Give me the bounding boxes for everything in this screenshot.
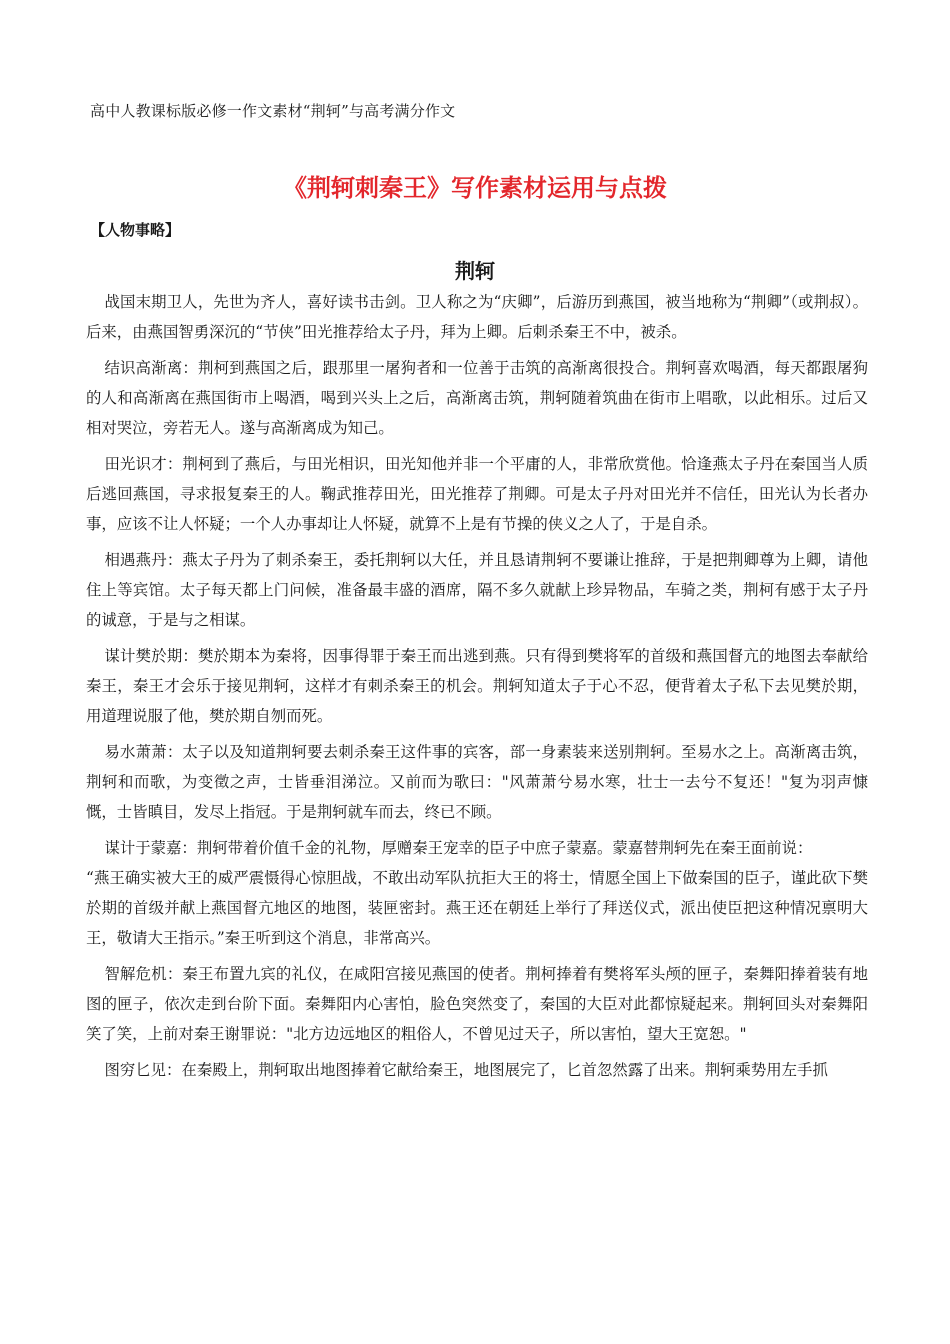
- paragraph-meng-jia: 谋计于蒙嘉：荆轲带着价值千金的礼物，厚赠秦王宠幸的臣子中庶子蒙嘉。蒙嘉替荆轲先在秦王面前说：: [104, 839, 813, 857]
- paragraph-yishui: 易水萧萧：太子以及知道荆轲要去刺杀秦王这件事的宾客，部一身素装来送别荆轲。至易水之上。高渐离击筑，荆轲和而歌，为变徵之声，士皆垂泪涕泣。又前而为歌曰："风萧萧兮易水寒，壮士一去兮不复还！"复为羽声慷慨，士皆瞋目，发尽上指冠。于是荆轲就车而去，终已不顾。: [86, 743, 868, 821]
- section-label: 【人物事略】: [90, 221, 181, 239]
- paragraph-yan-dan: 相遇燕丹：燕太子丹为了刺杀秦王，委托荆轲以大任，并且恳请荆轲不要谦让推辞，于是把荆卿尊为上卿，请他住上等宾馆。太子每天都上门问候，准备最丰盛的酒席，隔不多久就献上珍异物品，车骑之类，荆柯有感于太子丹的诚意，于是与之相谋。: [86, 551, 868, 629]
- paragraph-crisis: 智解危机：秦王布置九宾的礼仪，在咸阳宫接见燕国的使者。荆柯捧着有樊将军头颅的匣子，秦舞阳捧着装有地图的匣子，依次走到台阶下面。秦舞阳内心害怕，脸色突然变了，秦国的大臣对此都惊疑起来。荆轲回头对秦舞阳笑了笑，上前对秦王谢罪说："北方边远地区的粗俗人，不曾见过天子，所以害怕，望大王宽恕。": [86, 965, 868, 1043]
- paragraph-intro: 战国末期卫人，先世为齐人，喜好读书击剑。卫人称之为“庆卿”，后游历到燕国，被当地称为“荆卿”（或荆叔）。后来，由燕国智勇深沉的“节侠”田光推荐给太子丹，拜为上卿。后刺杀秦王不中，被杀。: [86, 293, 868, 341]
- paragraph-dagger: 图穷匕见：在秦殿上，荆轲取出地图捧着它献给秦王，地图展完了，匕首忽然露了出来。荆轲乘势用左手抓: [104, 1061, 828, 1079]
- paragraph-meng-jia-quote: “燕王确实被大王的威严震慑得心惊胆战，不敢出动军队抗拒大王的将士，情愿全国上下做秦国的臣子，谨此砍下樊於期的首级并献上燕国督亢地区的地图，装匣密封。燕王还在朝廷上举行了拜送仪式，派出使臣把这种情况禀明大王，敬请大王指示。”秦王听到这个消息，非常高兴。: [86, 869, 868, 947]
- document-header: 高中人教课标版必修一作文素材“荆轲”与高考满分作文: [90, 102, 456, 120]
- document-body: [86, 287, 868, 1091]
- document-title: 《荆轲刺秦王》写作素材运用与点拨: [283, 174, 667, 202]
- paragraph-fan-wuqi: 谋计樊於期：樊於期本为秦将，因事得罪于秦王而出逃到燕。只有得到樊将军的首级和燕国督亢的地图去奉献给秦王，秦王才会乐于接见荆轲，这样才有刺杀秦王的机会。荆轲知道太子于心不忍，便背着太子私下去见樊於期，用道理说服了他，樊於期自刎而死。: [86, 647, 868, 725]
- paragraph-gao-jianli: 结识高渐离：荆柯到燕国之后，跟那里一屠狗者和一位善于击筑的高渐离很投合。荆轲喜欢喝酒，每天都跟屠狗的人和高渐离在燕国街市上喝酒，喝到兴头上之后，高渐离击筑，荆轲随着筑曲在街市上唱歌，以此相乐。过后又相对哭泣，旁若无人。遂与高渐离成为知己。: [86, 359, 868, 437]
- subject-heading: 荆轲: [455, 259, 495, 283]
- paragraph-tian-guang: 田光识才：荆柯到了燕后，与田光相识，田光知他并非一个平庸的人，非常欣赏他。恰逢燕太子丹在秦国当人质后逃回燕国，寻求报复秦王的人。鞠武推荐田光，田光推荐了荆卿。可是太子丹对田光并不信任，田光认为长者办事，应该不让人怀疑；一个人办事却让人怀疑，就算不上是有节操的侠义之人了，于是自杀。: [86, 455, 868, 533]
